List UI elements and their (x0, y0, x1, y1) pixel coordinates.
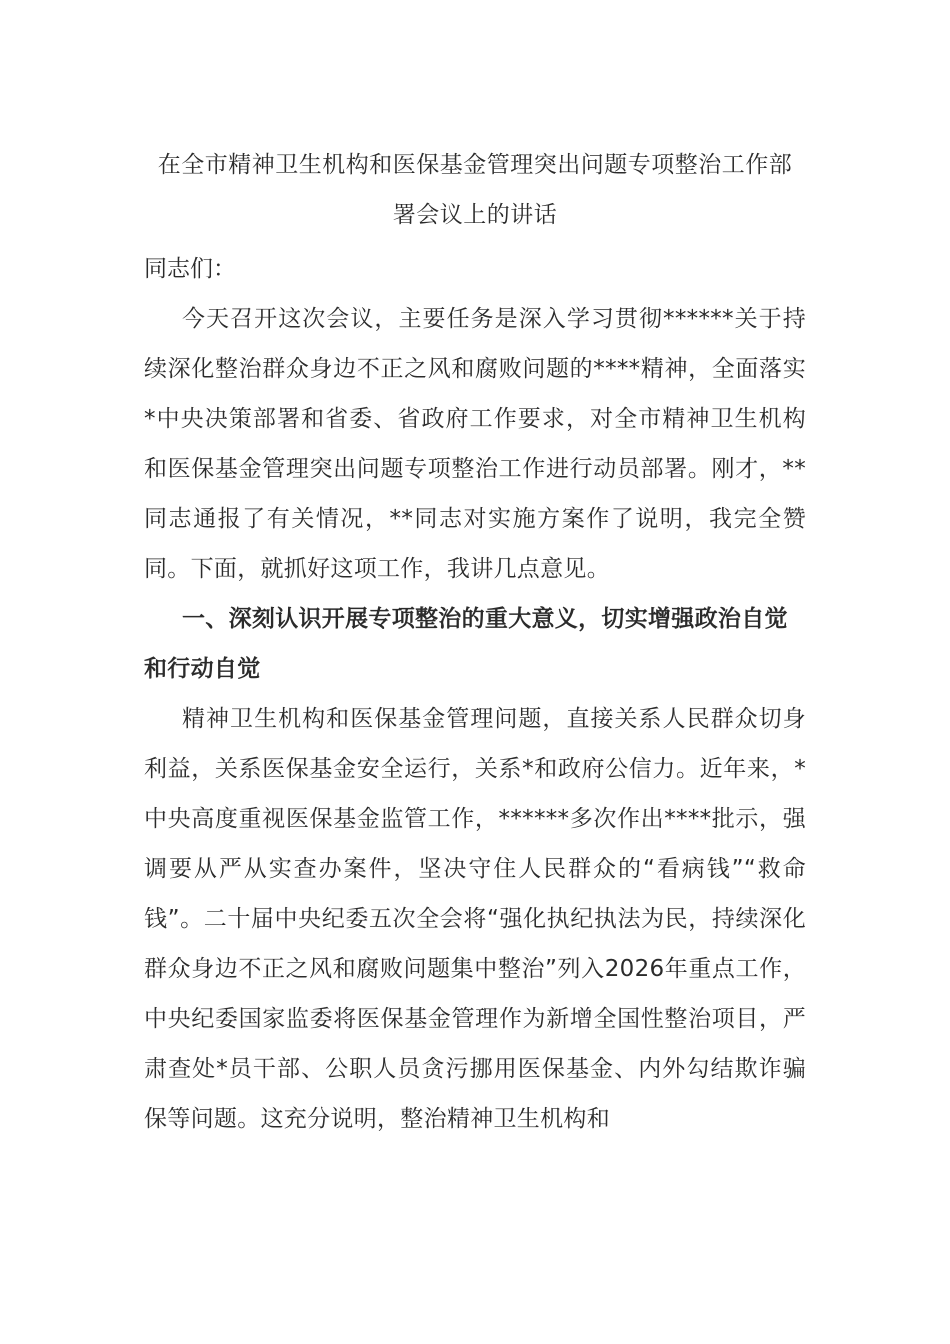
opening-paragraph: 今天召开这次会议，主要任务是深入学习贯彻******关于持续深化整治群众身边不正之风和腐败问题的****精神，全面落实*中央决策部署和省委、省政府工作要求，对全市精神卫生机构和医保基金管理突出问题专项整治工作进行动员部署。刚才，**同志通报了有关情况，**同志对实施方案作了说明，我完全赞同。下面，就抓好这项工作，我讲几点意见。 (144, 306, 806, 582)
section-heading-1: 一、深刻认识开展专项整治的重大意义，切实增强政治自觉和行动自觉 (144, 606, 788, 682)
document-title (144, 140, 806, 240)
document-body (144, 140, 806, 1144)
document-title-line-1: 在全市精神卫生机构和医保基金管理突出问题专项整治工作部 (157, 152, 793, 178)
section-1-paragraph: 精神卫生机构和医保基金管理问题，直接关系人民群众切身利益，关系医保基金安全运行，关系*和政府公信力。近年来，*中央高度重视医保基金监管工作，******多次作出****批示，强调要从严从实查办案件，坚决守住人民群众的“看病钱”“救命钱”。二十届中央纪委五次全会将“强化执纪执法为民，持续深化群众身边不正之风和腐败问题集中整治”列入2026年重点工作，中央纪委国家监委将医保基金管理作为新增全国性整治项目，严肃查处*员干部、公职人员贪污挪用医保基金、内外勾结欺诈骗保等问题。这充分说明，整治精神卫生机构和 (144, 706, 806, 1132)
salutation: 同志们： (144, 256, 236, 282)
document-title-line-2: 署会议上的讲话 (392, 202, 558, 228)
